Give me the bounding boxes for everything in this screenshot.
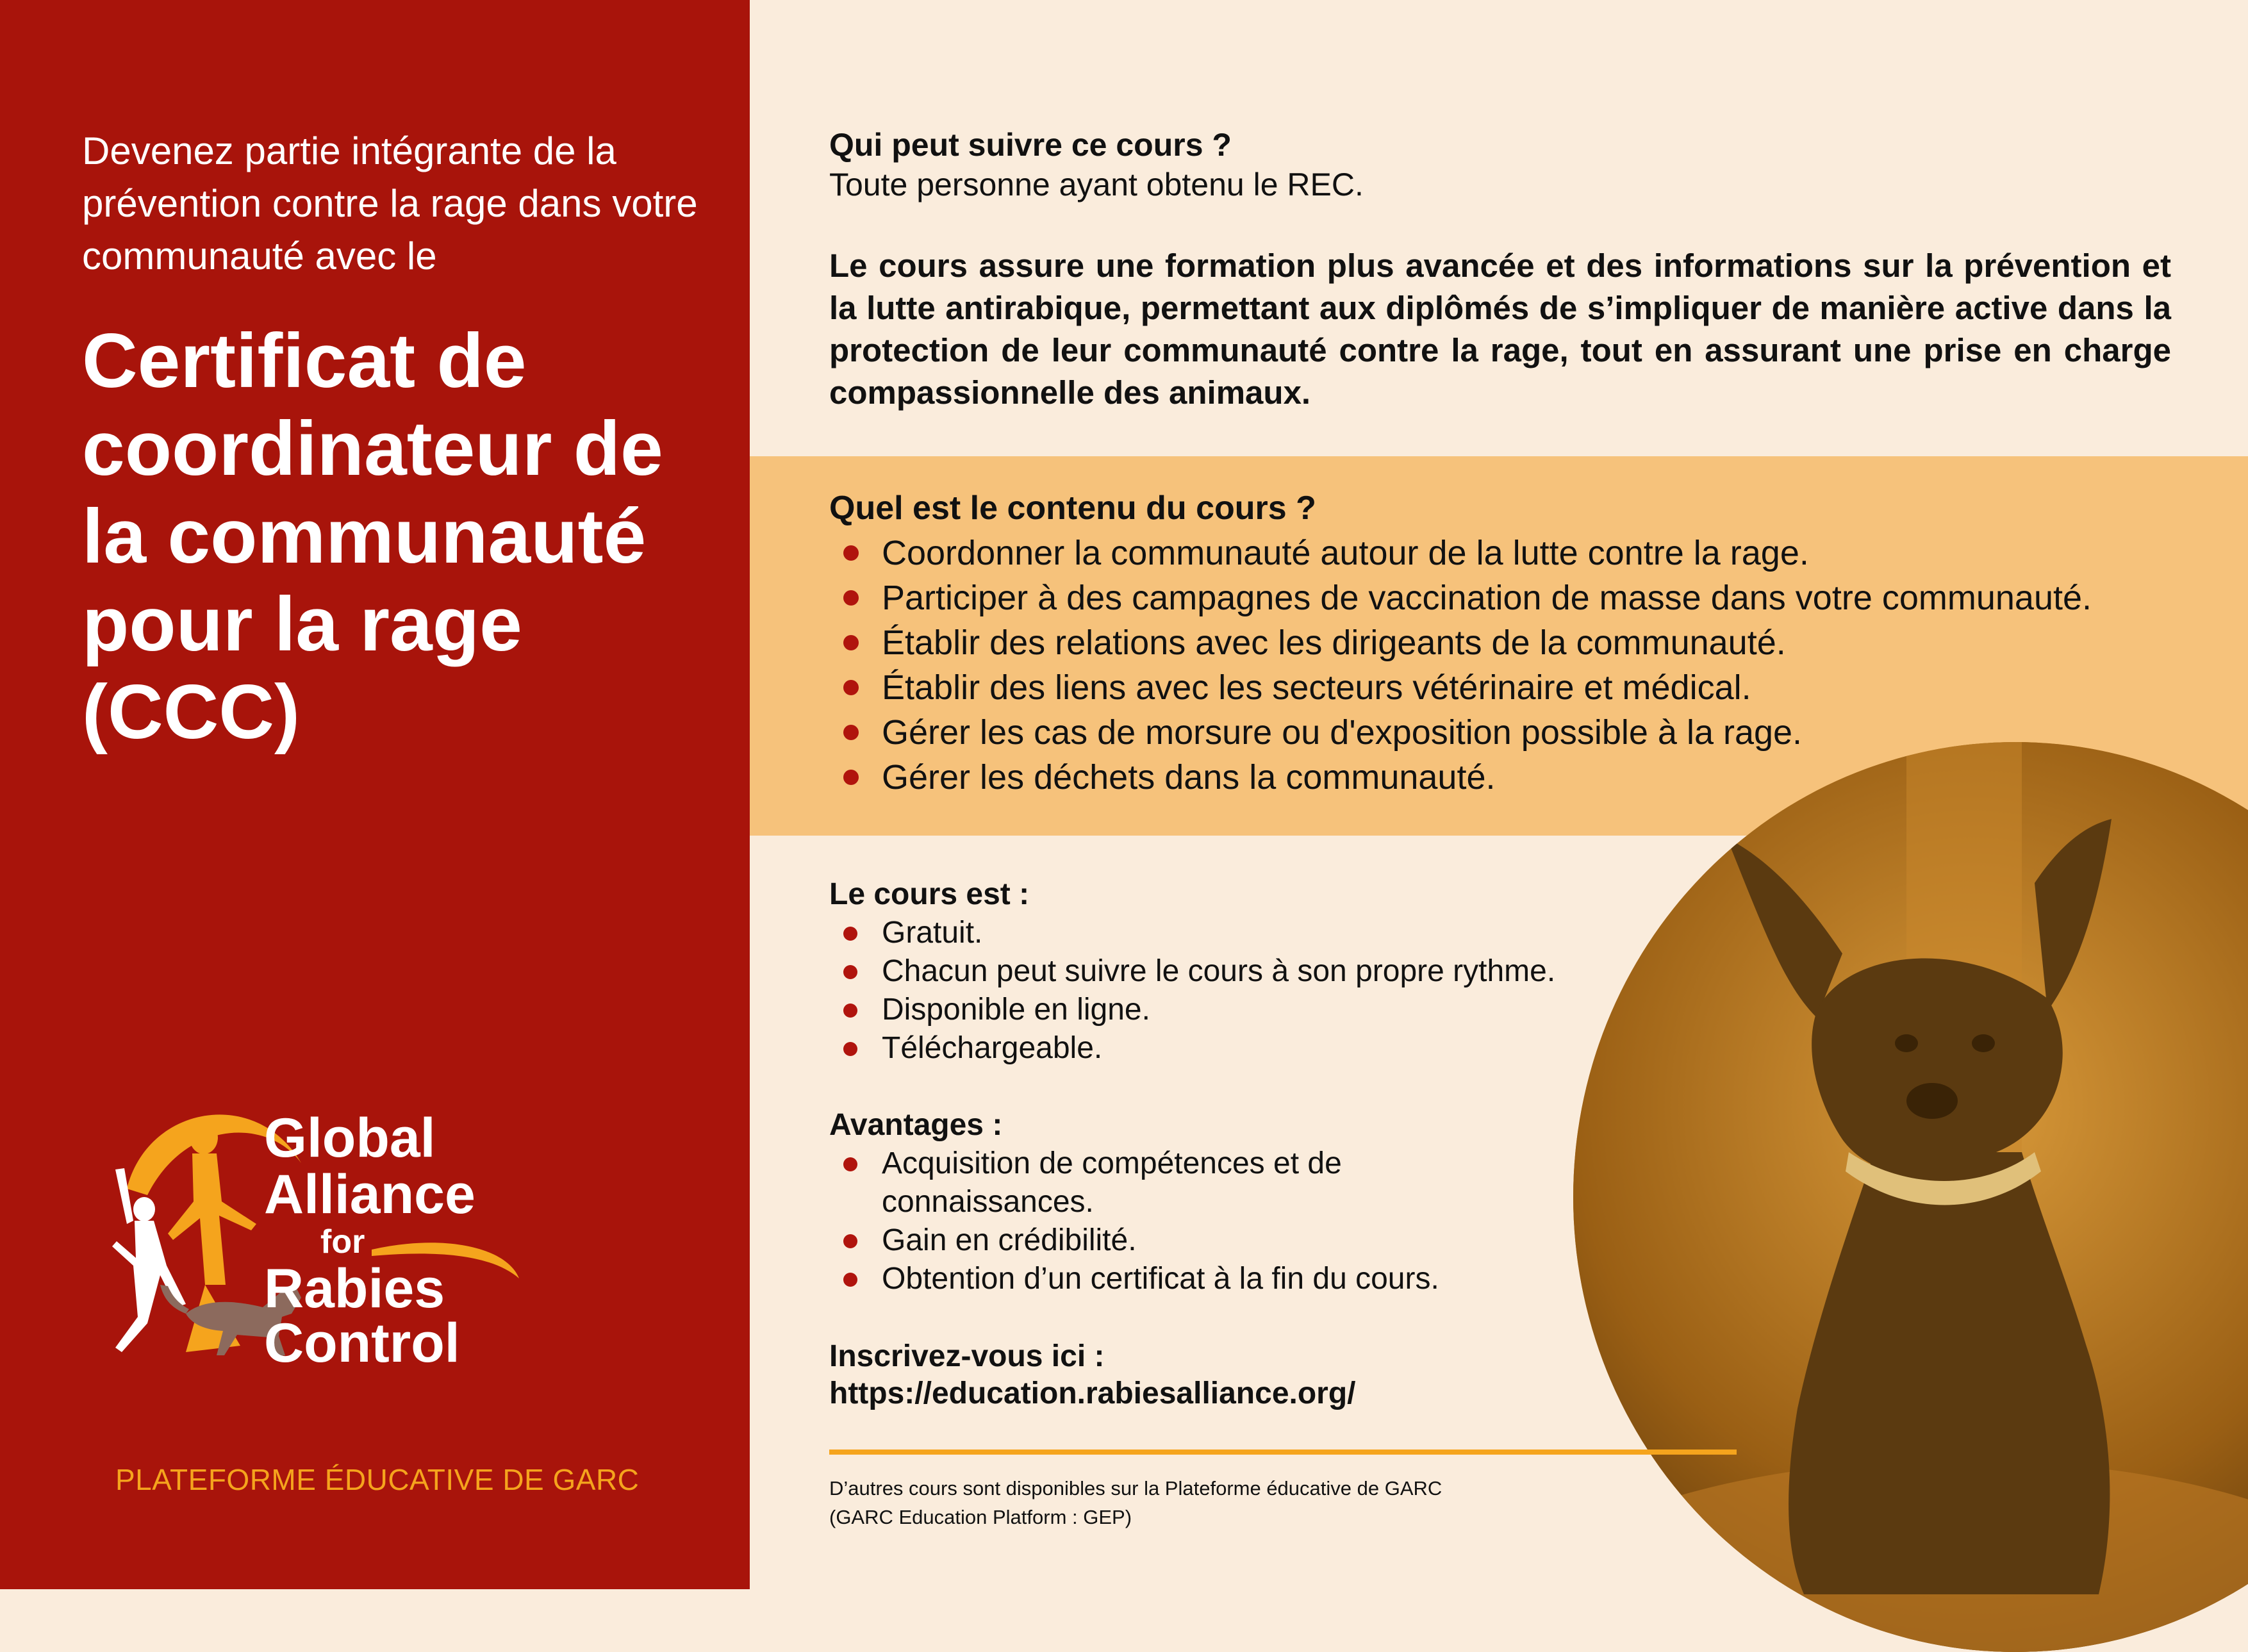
logo-child-figure bbox=[112, 1168, 186, 1352]
benefits-list bbox=[829, 1144, 1470, 1298]
course-is-section bbox=[829, 875, 1598, 1068]
logo-line-control: Control bbox=[264, 1312, 460, 1374]
list-item: Établir des liens avec les secteurs vétérinaire et médical. bbox=[829, 665, 2239, 710]
divider-rule bbox=[829, 1450, 1737, 1455]
list-item: Obtention d’un certificat à la fin du cours. bbox=[829, 1260, 1470, 1298]
course-title: Certificat de coordinateur de la communauté pour la rage (CCC) bbox=[82, 318, 663, 755]
register-link[interactable]: https://education.rabiesalliance.org/ bbox=[829, 1376, 1356, 1410]
list-item: Gérer les cas de morsure ou d'exposition possible à la rage. bbox=[829, 710, 2239, 755]
who-heading: Qui peut suivre ce cours ? bbox=[829, 127, 1232, 163]
garc-logo bbox=[109, 1093, 647, 1426]
register-heading: Inscrivez-vous ici : bbox=[829, 1339, 1105, 1373]
footer-line-2: (GARC Education Platform : GEP) bbox=[829, 1506, 1132, 1528]
benefits-heading: Avantages : bbox=[829, 1108, 1003, 1142]
benefits-section bbox=[829, 1106, 1470, 1298]
left-panel bbox=[0, 0, 750, 1589]
platform-label: PLATEFORME ÉDUCATIVE DE GARC bbox=[115, 1463, 640, 1496]
content-section bbox=[829, 486, 2239, 800]
list-item: Participer à des campagnes de vaccination de masse dans votre communauté. bbox=[829, 575, 2239, 620]
register-section bbox=[829, 1338, 1598, 1412]
list-item: Gain en crédibilité. bbox=[829, 1221, 1470, 1260]
list-item: Chacun peut suivre le cours à son propre rythme. bbox=[829, 952, 1598, 991]
course-is-list bbox=[829, 914, 1598, 1068]
course-is-heading: Le cours est : bbox=[829, 877, 1030, 911]
list-item: Téléchargeable. bbox=[829, 1029, 1598, 1068]
footer-line-1: D’autres cours sont disponibles sur la Plateforme éducative de GARC bbox=[829, 1477, 1442, 1499]
logo-line-rabies: Rabies bbox=[264, 1258, 445, 1319]
list-item: Coordonner la communauté autour de la lutte contre la rage. bbox=[829, 531, 2239, 575]
content-heading: Quel est le contenu du cours ? bbox=[829, 490, 1316, 527]
intro-text: Devenez partie intégrante de la prévention contre la rage dans votre communauté avec le bbox=[82, 129, 698, 277]
logo-line-for: for bbox=[320, 1223, 365, 1260]
logo-line-alliance: Alliance bbox=[264, 1164, 475, 1225]
list-item: Gérer les déchets dans la communauté. bbox=[829, 755, 2239, 800]
who-text: Toute personne ayant obtenu le REC. bbox=[829, 167, 1364, 202]
logo-line-global: Global bbox=[264, 1107, 436, 1169]
content-list bbox=[829, 531, 2239, 800]
course-description: Le cours assure une formation plus avancée et des informations sur la prévention et la lutte antirabique, permettant aux diplômés de s’impliquer de manière active dans la protection de leur communauté contre la rage, tout en assurant une prise en charge compassionnelle des animaux. bbox=[829, 247, 2171, 411]
who-section bbox=[829, 125, 2175, 204]
list-item: Gratuit. bbox=[829, 914, 1598, 952]
list-item: Acquisition de compétences et de connaissances. bbox=[829, 1144, 1470, 1221]
footer-note bbox=[829, 1474, 1662, 1532]
list-item: Disponible en ligne. bbox=[829, 991, 1598, 1029]
list-item: Établir des relations avec les dirigeants de la communauté. bbox=[829, 620, 2239, 665]
